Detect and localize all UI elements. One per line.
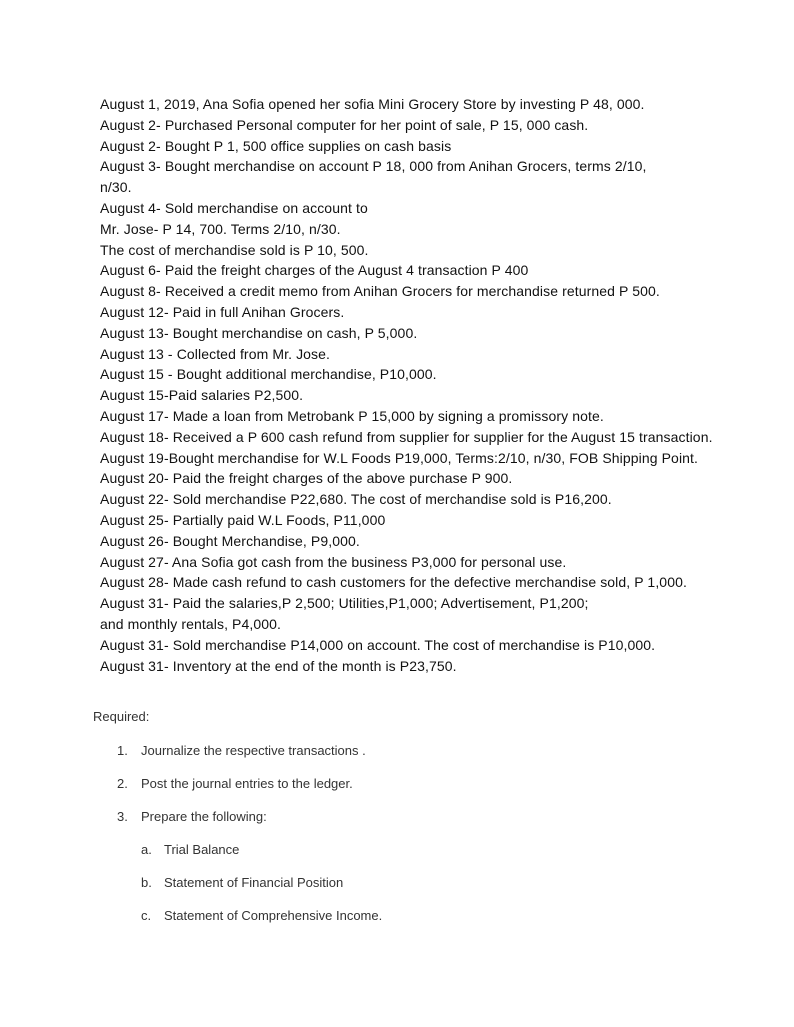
transaction-line: August 13 - Collected from Mr. Jose.: [100, 345, 331, 362]
item-text: Prepare the following:: [141, 809, 267, 824]
transaction-line: August 15-Paid salaries P2,500.: [100, 387, 304, 404]
transaction-line: August 12- Paid in full Anihan Grocers.: [100, 303, 345, 320]
required-subitem: [141, 842, 239, 857]
item-number: 1.: [117, 743, 128, 758]
required-item: [117, 809, 267, 824]
transaction-line: August 25- Partially paid W.L Foods, P11,000: [100, 511, 386, 528]
transaction-line: August 18- Received a P 600 cash refund from supplier for supplier for the August 15 transaction.: [100, 428, 713, 445]
required-item: [117, 743, 366, 758]
transaction-line: August 1, 2019, Ana Sofia opened her sofia Mini Grocery Store by investing P 48, 000.: [100, 96, 645, 112]
subitem-letter: a.: [141, 842, 152, 857]
subitem-text: Trial Balance: [164, 842, 240, 857]
transaction-line: August 19-Bought merchandise for W.L Foods P19,000, Terms:2/10, n/30, FOB Shipping Point.: [100, 449, 699, 466]
transaction-line: August 6- Paid the freight charges of the August 4 transaction P 400: [100, 262, 529, 279]
item-text: Journalize the respective transactions .: [141, 743, 366, 758]
transaction-line: August 31- Paid the salaries,P 2,500; Utilities,P1,000; Advertisement, P1,200;: [100, 595, 589, 612]
transaction-line: August 13- Bought merchandise on cash, P 5,000.: [100, 324, 418, 341]
transaction-line: August 17- Made a loan from Metrobank P 15,000 by signing a promissory note.: [100, 407, 604, 424]
subitem-text: Statement of Financial Position: [164, 875, 344, 890]
subitem-text: Statement of Comprehensive Income.: [164, 908, 383, 923]
required-subitem: [141, 875, 343, 890]
transaction-line: August 2- Bought P 1, 500 office supplies on cash basis: [100, 137, 452, 154]
transaction-line: August 4- Sold merchandise on account to: [100, 199, 368, 216]
transaction-line: August 22- Sold merchandise P22,680. The cost of merchandise sold is P16,200.: [100, 491, 612, 508]
transaction-line: August 2- Purchased Personal computer for her point of sale, P 15, 000 cash.: [100, 116, 589, 133]
transaction-line: August 15 - Bought additional merchandise, P10,000.: [100, 366, 437, 383]
subitem-letter: b.: [141, 875, 152, 890]
transaction-line: August 28- Made cash refund to cash customers for the defective merchandise sold, P 1,000.: [100, 574, 687, 591]
transaction-line: August 31- Sold merchandise P14,000 on account. The cost of merchandise is P10,000.: [100, 636, 656, 653]
transaction-line: August 31- Inventory at the end of the month is P23,750.: [100, 657, 457, 674]
transaction-line: Mr. Jose- P 14, 700. Terms 2/10, n/30.: [100, 220, 341, 237]
item-number: 2.: [117, 776, 128, 791]
subitem-letter: c.: [141, 908, 152, 923]
transaction-line: August 27- Ana Sofia got cash from the business P3,000 for personal use.: [100, 553, 567, 570]
required-heading: Required:: [93, 709, 150, 724]
transaction-list: [100, 94, 790, 676]
transaction-line: n/30.: [100, 179, 132, 196]
item-number: 3.: [117, 809, 128, 824]
transaction-line: August 3- Bought merchandise on account P 18, 000 from Anihan Grocers, terms 2/10,: [100, 158, 647, 175]
required-subitem: [141, 908, 382, 923]
transaction-line: August 20- Paid the freight charges of the above purchase P 900.: [100, 470, 513, 487]
transaction-line: The cost of merchandise sold is P 10, 500.: [100, 241, 369, 258]
transaction-line: August 26- Bought Merchandise, P9,000.: [100, 532, 360, 549]
item-text: Post the journal entries to the ledger.: [141, 776, 353, 791]
required-item: [117, 776, 353, 791]
transaction-line: August 8- Received a credit memo from Anihan Grocers for merchandise returned P 500.: [100, 283, 660, 300]
transaction-line: and monthly rentals, P4,000.: [100, 615, 282, 632]
